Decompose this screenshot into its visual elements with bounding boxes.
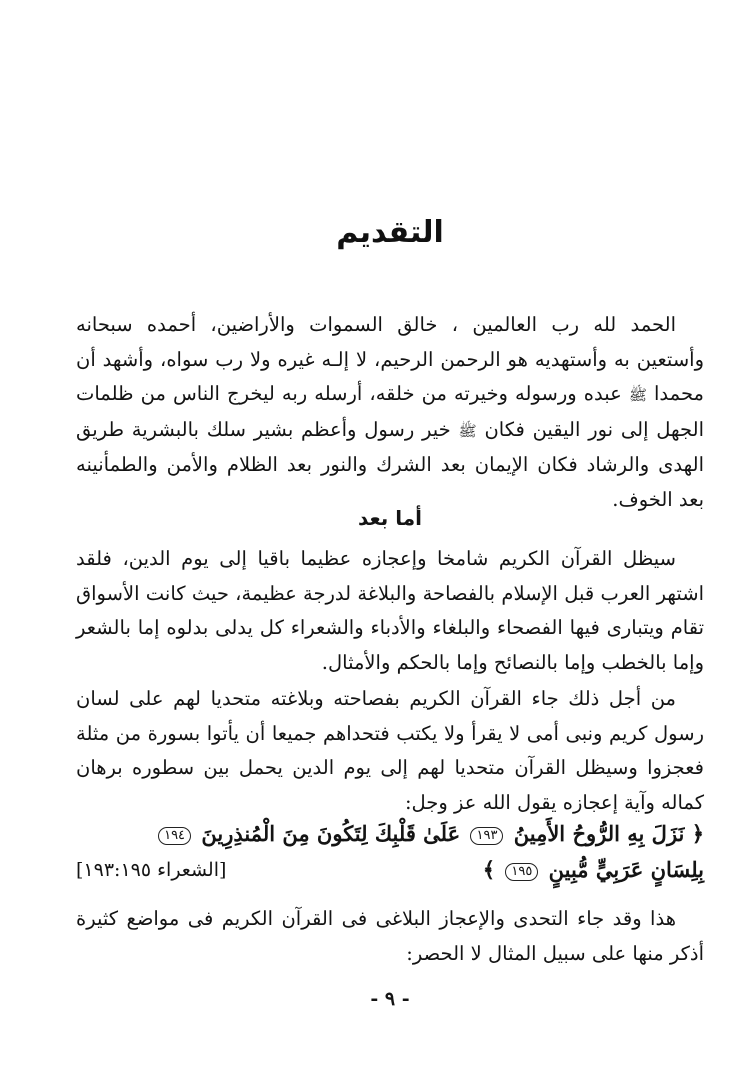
intro-text-3: خير رسول وأعظم بشير سلك بالبشرية طريق الهدى والرشاد فكان الإيمان بعد الشرك والنور بعد الظلام والأمن والطمأنينه بعد الخوف. xyxy=(76,417,704,511)
page-number: - ٩ - xyxy=(370,988,410,1010)
verse-open-bracket: ﴿ xyxy=(691,821,704,846)
book-page xyxy=(76,0,704,1066)
paragraph-4: هذا وقد جاء التحدى والإعجاز البلاغى فى القرآن الكريم فى مواضع كثيرة أذكر منها على سبيل المثال لا الحصر: xyxy=(76,907,704,965)
verse-text: بِلِسَانٍ عَرَبِيٍّ مُّبِينٍ xyxy=(548,857,704,882)
paragraph-3: من أجل ذلك جاء القرآن الكريم بفصاحته وبلاغته متحديا لهم على لسان رسول كريم ونبى أمى لا يقرأ ولا يكتب فتحداهم جميعا أن يأتوا بسورة من مثلة فعجزوا وسيظل القرآن متحديا لهم إلى يوم الدين يحمل بين سطوره برهان كماله وآية إعجازه يقول الله عز وجل: xyxy=(76,687,704,814)
verse-close-bracket: ﴾ xyxy=(482,857,496,882)
intro-text-2: عبده ورسوله وخيرته من خلقه، أرسله ربه ليخرج الناس من ظلمات الجهل إلى نور اليقين فكان xyxy=(76,382,704,441)
verse-text: عَلَىٰ قَلْبِكَ لِتَكُونَ مِنَ الْمُنذِرِينَ xyxy=(201,821,461,846)
verse-text: نَزَلَ بِهِ الرُّوحُ الأَمِينُ xyxy=(513,821,685,846)
ayah-number: ١٩٤ xyxy=(158,827,191,845)
verse-reference: [الشعراء ١٩٣:١٩٥] xyxy=(76,859,227,881)
intro-paragraph xyxy=(76,308,704,517)
paragraph-2: سيظل القرآن الكريم شامخا وإعجازه عظيما باقيا إلى يوم الدين، فلقد اشتهر العرب قبل الإسلام بالفصاحة والبلاغة لدرجة عظيمة، حيث كانت الأسواق تقام ويتبارى فيها الفصحاء والبلغاء والأدباء والشعراء كل يدلى بدلوه إما بالشعر وإما بالخطب وإما بالنصائح وإما بالحكم والأمثال. xyxy=(76,547,704,674)
salutation-symbol: ﷺ xyxy=(458,421,477,440)
quran-verse-line-1 xyxy=(76,816,704,852)
verse-line-2-text xyxy=(483,852,704,888)
subheading: أما بعد xyxy=(357,506,423,530)
salutation-symbol: ﷺ xyxy=(628,386,647,404)
intro-text-1: الحمد لله رب العالمين ، خالق السموات والأراضين، أحمده سبحانه وأستعين به وأستهديه هو الرحمن الرحيم، لا إلـه غيره ولا رب سواه، وأشهد أن محمدا xyxy=(76,313,704,405)
ayah-number: ١٩٥ xyxy=(505,863,538,881)
page-title: التقديم xyxy=(336,215,444,250)
ayah-number: ١٩٣ xyxy=(470,827,503,845)
